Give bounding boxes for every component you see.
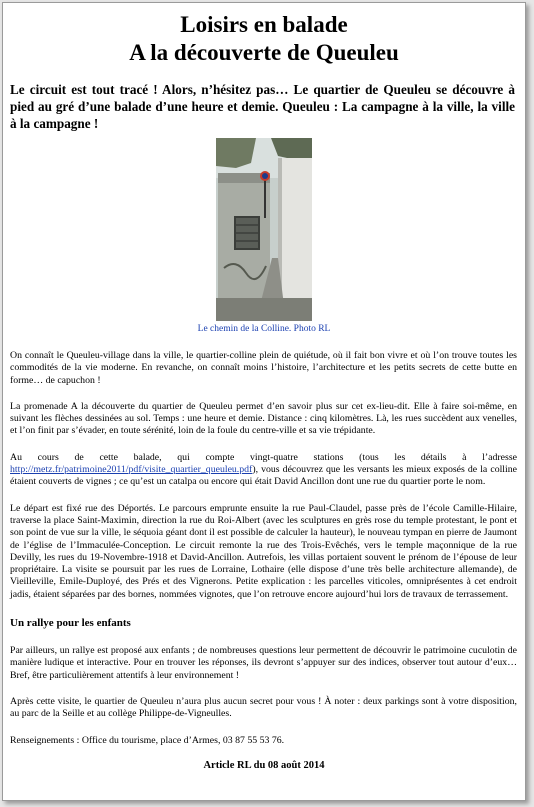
article-photo: [216, 138, 312, 321]
paragraph-4: Le départ est fixé rue des Déportés. Le parcours emprunte ensuite la rue Paul-Claudel, passe près de l’école Camille-Hilaire, traverse la place Saint-Maximin, direction la rue du Roi-Albert (avec les sculptures en grès rose du temple protestant, le pont et son point de vue sur la ville, le séquoia géant dont il est possible de calculer la hauteur), le nouveau tympan en pierre de Jaumont de l’église de l’Immaculée-Conception. Le circuit remonte la rue des Trois-Evêchés, vers le temple maçonnique de la rue Devilly, les rues du 19-Novembre-1918 et David-Ancillon. Autrefois, les villas portaient souvent le prénom de l’épouse de leur propriétaire. La visite se poursuit par les rues de Lorraine, Lothaire (elle dispose d’une très belle architecture allemande), de Vieilleville, Emile-Duployé, des Prés et des Vignerons. Petite explication : les parcelles viticoles, omniprésentes à cet endroit jadis, étaient séparées par des bornes, nommées vignotes, que l’on retrouve encore aujourd’hui lors de travaux de terrassement.: [10, 502, 517, 600]
photo-illustration: [216, 138, 312, 321]
paragraph-6: Après cette visite, le quartier de Queuleu n’aura plus aucun secret pour vous ! À noter : deux parkings sont à votre disposition, au parc de la Seille et au collège Philippe-de-Vigneulles.: [10, 695, 517, 720]
article-page: [2, 2, 526, 801]
paragraph-2: La promenade A la découverte du quartier de Queuleu permet d’en savoir plus sur cet ex-lieu-dit. Elle à faire soi-même, en suivant les flèches dessinées au sol. Temps : une heure et demie. Distance : cinq kilomètres. Là, les rues succèdent aux venelles, et l’on finit par s’évader, en toute sérénité, loin de la foule du centre-ville et sa vie trépidante.: [10, 400, 517, 437]
paragraph-3-intro: Au cours de cette balade, qui compte vingt-quatre stations (tous les détails à l’adresse: [10, 451, 517, 463]
paragraph-5: Par ailleurs, un rallye est proposé aux enfants ; de nombreuses questions leur permettent de découvrir le patrimoine cuculotin de manière ludique et interactive. Pour en trouver les réponses, ils devront s’appuyer sur des indices, observer tout autour d’eux… Bref, être particulièrement attentifs à leur environnement !: [10, 645, 517, 681]
paragraph-3: [10, 452, 517, 489]
title-line-2: A la découverte de Queuleu: [129, 40, 399, 65]
paragraph-3-rest: ), vous découvrez que les versants les mieux exposés de la colline étaient couverts de vignes ; ce qu’est un catalpa ou encore qui était David Ancillon dont une rue du quartier porte le nom.: [10, 464, 517, 488]
title-line-1: Loisirs en balade: [180, 12, 348, 37]
article-title: [3, 11, 525, 67]
patrimoine-pdf-link[interactable]: http://metz.fr/patrimoine2011/pdf/visite_quartier_queuleu.pdf: [10, 464, 253, 476]
section-subheading: Un rallye pour les enfants: [10, 617, 131, 630]
article-body: [3, 350, 525, 747]
paragraph-7: Renseignements : Office du tourisme, place d’Armes, 03 87 55 53 76.: [10, 734, 285, 746]
photo-caption: Le chemin de la Colline. Photo RL: [197, 324, 331, 334]
paragraph-1: On connaît le Queuleu-village dans la ville, le quartier-colline plein de quiétude, où il fait bon vivre et où l’on trouve toutes les commodités de la vie moderne. En revanche, on connaît moins l’histoire, l’architecture et les petits secrets de cette butte en forme… de capuchon !: [10, 350, 517, 386]
article-source: Article RL du 08 août 2014: [203, 759, 325, 771]
lead-paragraph: Le circuit est tout tracé ! Alors, n’hésitez pas… Le quartier de Queuleu se découvre à pied au gré d’une balade d’une heure et demie. Queuleu : La campagne à la ville, la ville à la campagne !: [10, 82, 515, 131]
